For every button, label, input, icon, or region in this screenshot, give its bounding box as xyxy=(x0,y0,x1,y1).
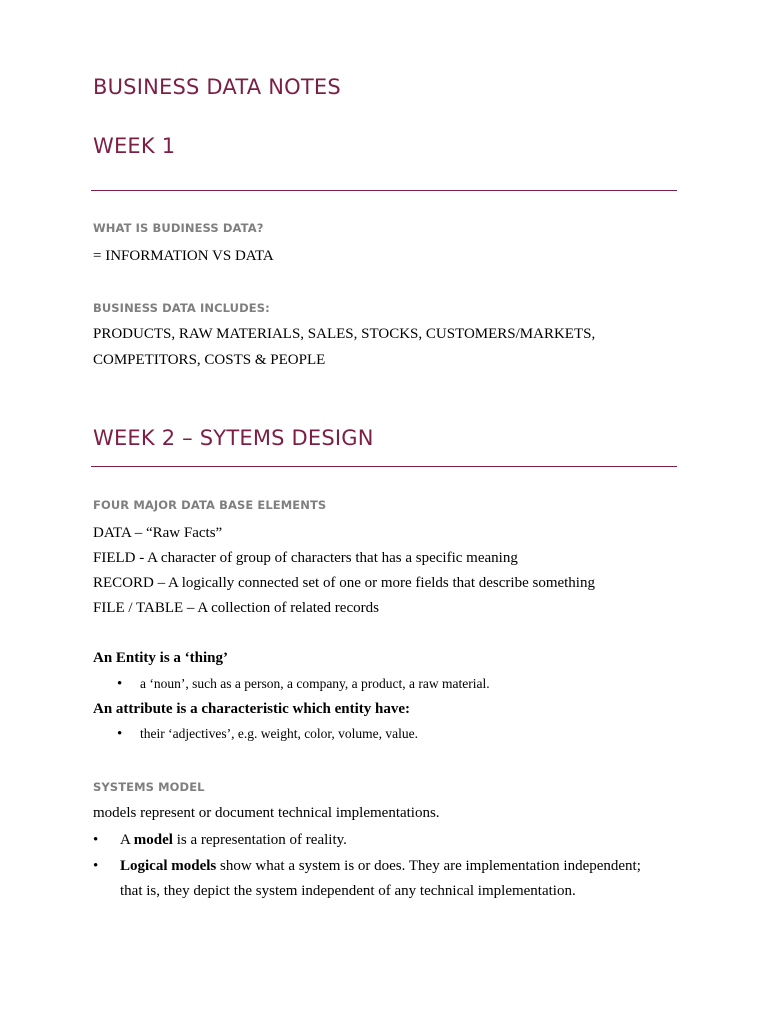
bullet-symbol: • xyxy=(93,858,99,874)
logical-models-rest: show what a system is or does. They are implementation independent; xyxy=(216,858,641,874)
includes-line-2: COMPETITORS, COSTS & PEOPLE xyxy=(93,352,326,368)
week2-divider xyxy=(91,466,677,467)
systems-model-intro: models represent or document technical implementations. xyxy=(93,805,440,821)
model-suffix: is a representation of reality. xyxy=(172,832,347,848)
bullet-symbol: • xyxy=(117,726,123,742)
database-elements-subheading: FOUR MAJOR DATA BASE ELEMENTS xyxy=(93,498,327,512)
week1-heading: WEEK 1 xyxy=(93,134,176,158)
element-field-line: FIELD - A character of group of characters that has a specific meaning xyxy=(93,550,518,566)
model-bullet-text xyxy=(120,833,347,848)
entity-bullet-text: a ‘noun’, such as a person, a company, a product, a raw material. xyxy=(140,676,490,691)
week2-heading: WEEK 2 – SYTEMS DESIGN xyxy=(93,426,374,450)
element-file-table-line: FILE / TABLE – A collection of related records xyxy=(93,600,379,616)
model-term: model xyxy=(133,832,173,848)
attribute-bullet-text: their ‘adjectives’, e.g. weight, color, volume, value. xyxy=(140,726,418,741)
document-title: BUSINESS DATA NOTES xyxy=(93,75,341,99)
model-prefix: A xyxy=(120,832,134,848)
systems-model-subheading: SYSTEMS MODEL xyxy=(93,780,205,794)
logical-models-line-2: that is, they depict the system independent of any technical implementation. xyxy=(120,883,576,899)
bullet-symbol: • xyxy=(117,676,123,692)
bullet-symbol: • xyxy=(93,832,99,848)
information-vs-data-line: = INFORMATION VS DATA xyxy=(93,248,274,264)
element-record-line: RECORD – A logically connected set of one or more fields that describe something xyxy=(93,575,595,591)
what-is-business-data-subheading: WHAT IS BUDINESS DATA? xyxy=(93,221,264,235)
attribute-heading: An attribute is a characteristic which entity have: xyxy=(93,701,411,717)
logical-models-line-1 xyxy=(120,859,641,874)
entity-heading: An Entity is a ‘thing’ xyxy=(93,650,229,666)
logical-models-term: Logical models xyxy=(120,858,217,874)
business-data-includes-subheading: BUSINESS DATA INCLUDES: xyxy=(93,301,270,315)
week1-divider xyxy=(91,190,677,191)
element-data-line: DATA – “Raw Facts” xyxy=(93,525,223,541)
includes-line-1: PRODUCTS, RAW MATERIALS, SALES, STOCKS, CUSTOMERS/MARKETS, xyxy=(93,326,596,342)
